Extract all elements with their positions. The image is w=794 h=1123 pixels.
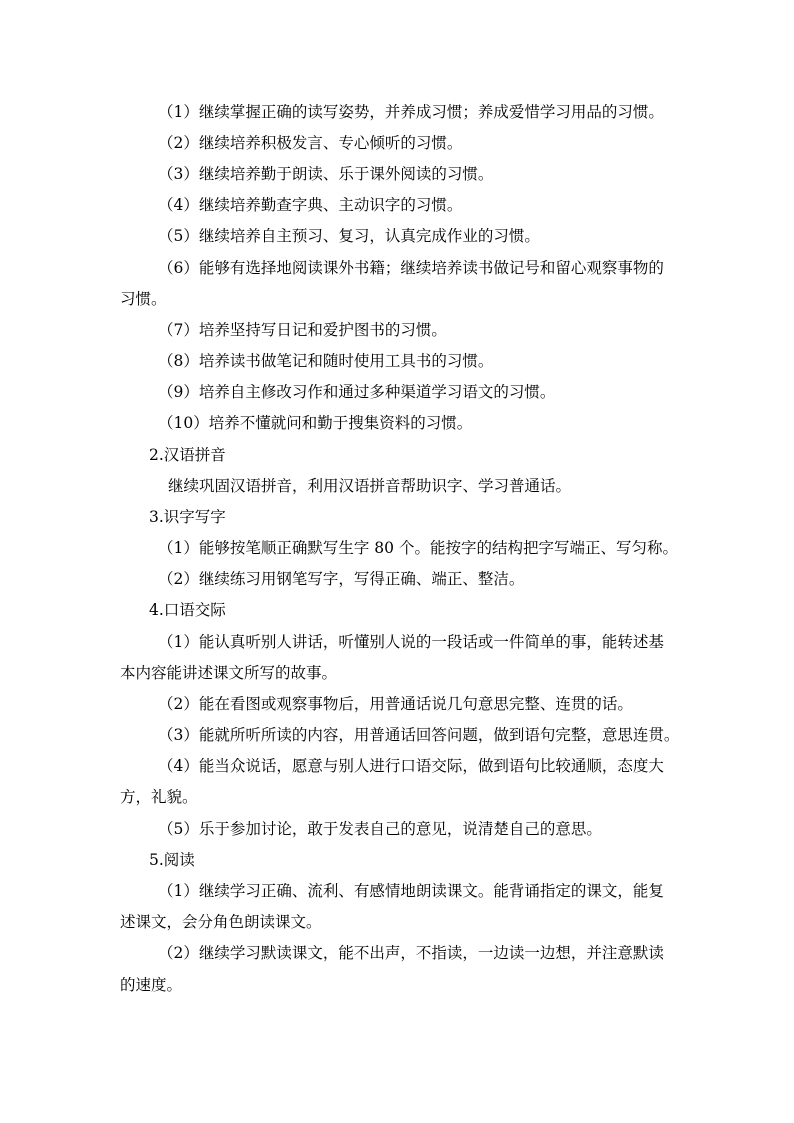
text-line-7: （7）培养坚持写日记和爱护图书的习惯。: [158, 321, 447, 339]
text-line-8: （8）培养读书做笔记和随时使用工具书的习惯。: [158, 352, 494, 370]
text-line-3: （3）继续培养勤于朗读、乐于课外阅读的习惯。: [158, 165, 494, 183]
text-line-9: （9）培养自主修改习作和通过多种渠道学习语文的习惯。: [158, 383, 556, 401]
text-line-6-continued: 习惯。: [120, 290, 167, 308]
oral-item-3: （3）能就所听所读的内容，用普通话回答问题，做到语句完整，意思连贯。: [158, 726, 680, 744]
text-line-4: （4）继续培养勤查字典、主动识字的习惯。: [158, 196, 463, 214]
reading-item-2: （2）继续学习默读课文，能不出声，不指读，一边读一边想，并注意默读: [158, 944, 664, 962]
section-heading-pinyin: 2.汉语拼音: [149, 446, 226, 464]
oral-item-4-continued: 方，礼貌。: [120, 788, 198, 806]
text-line-10: （10）培养不懂就问和勤于搜集资料的习惯。: [158, 414, 473, 432]
writing-item-1: （1）能够按笔顺正确默写生字 80 个。能按字的结构把字写端正、写匀称。: [158, 539, 678, 557]
oral-item-4: （4）能当众说话，愿意与别人进行口语交际，做到语句比较通顺，态度大: [158, 757, 664, 775]
text-line-2: （2）继续培养积极发言、专心倾听的习惯。: [158, 134, 463, 152]
text-line-5: （5）继续培养自主预习、复习，认真完成作业的习惯。: [158, 227, 540, 245]
pinyin-paragraph: 继续巩固汉语拼音，利用汉语拼音帮助识字、学习普通话。: [168, 477, 572, 495]
section-heading-oral: 4.口语交际: [149, 601, 226, 619]
text-line-6: （6）能够有选择地阅读课外书籍；继续培养读书做记号和留心观察事物的: [158, 259, 664, 277]
reading-item-1-continued: 述课文，会分角色朗读课文。: [120, 913, 322, 931]
oral-item-1-continued: 本内容能讲述课文所写的故事。: [120, 664, 338, 682]
oral-item-2: （2）能在看图或观察事物后，用普通话说几句意思完整、连贯的话。: [158, 695, 633, 713]
reading-item-1: （1）继续学习正确、流利、有感情地朗读课文。能背诵指定的课文，能复: [158, 882, 664, 900]
oral-item-1: （1）能认真听别人讲话，听懂别人说的一段话或一件简单的事，能转述基: [158, 633, 664, 651]
text-line-1: （1）继续掌握正确的读写姿势，并养成习惯；养成爱惜学习用品的习惯。: [158, 103, 664, 121]
reading-item-2-continued: 的速度。: [120, 976, 183, 994]
section-heading-writing: 3.识字写字: [149, 508, 226, 526]
section-heading-reading: 5.阅读: [149, 851, 195, 869]
writing-item-2: （2）继续练习用钢笔写字，写得正确、端正、整洁。: [158, 570, 525, 588]
oral-item-5: （5）乐于参加讨论，敢于发表自己的意见，说清楚自己的意思。: [158, 820, 602, 838]
